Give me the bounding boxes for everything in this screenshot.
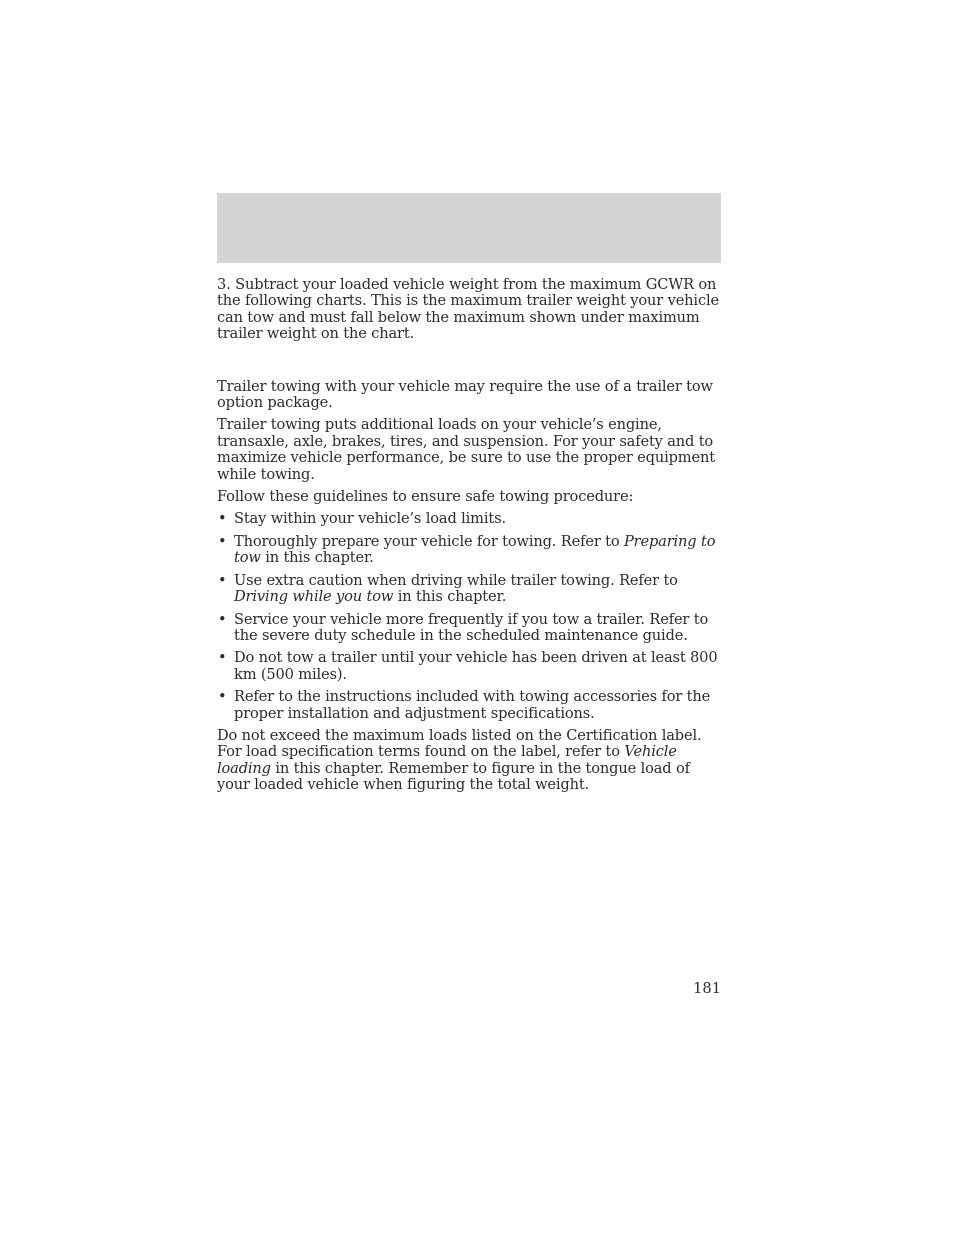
- list-item-text: Service your vehicle more frequently if you tow a trailer. Refer to the severe duty schedule in the scheduled maintenance guide.: [234, 610, 709, 644]
- list-item: [217, 689, 723, 722]
- cross-reference: Preparing to tow: [234, 532, 716, 567]
- list-item: [217, 612, 723, 645]
- guidelines-intro: Follow these guidelines to ensure safe towing procedure:: [217, 488, 634, 506]
- list-item: [217, 650, 723, 683]
- list-item-text: Do not tow a trailer until your vehicle has been driven at least 800 km (500 miles).: [234, 649, 718, 683]
- max-loads-text: Do not exceed the maximum loads listed on the Certification label. For load specification terms found on the label, refer to: [217, 726, 702, 761]
- list-item-text: Thoroughly prepare your vehicle for towing. Refer to: [234, 532, 624, 550]
- bullet-icon: •: [218, 510, 227, 528]
- loads-paragraph: Trailer towing puts additional loads on your vehicle’s engine, transaxle, axle, brakes, tires, and suspension. For your safety and to maximize vehicle performance, be sure to use the proper equipment while towing.: [217, 416, 715, 483]
- list-item-text-end: in this chapter.: [260, 549, 374, 567]
- list-item-text: Use extra caution when driving while trailer towing. Refer to: [234, 571, 678, 589]
- list-item-text: Refer to the instructions included with towing accessories for the proper installation and adjustment specifications.: [234, 688, 711, 722]
- list-item: [217, 511, 723, 527]
- bullet-icon: •: [218, 688, 227, 706]
- list-item: [217, 534, 723, 567]
- list-item-text: Stay within your vehicle’s load limits.: [234, 510, 506, 528]
- guidelines-list: [217, 511, 723, 721]
- list-item: [217, 573, 723, 606]
- page-number: 181: [693, 980, 721, 997]
- bullet-icon: •: [218, 532, 227, 550]
- bullet-icon: •: [218, 649, 227, 667]
- bullet-icon: •: [218, 610, 227, 628]
- chapter-header-band: [217, 193, 721, 263]
- list-item-text-end: in this chapter.: [393, 588, 507, 606]
- cross-reference: Vehicle loading: [217, 743, 677, 777]
- step-3-paragraph: 3. Subtract your loaded vehicle weight from the maximum GCWR on the following charts. This is the maximum trailer weight your vehicle can tow and must fall below the maximum shown under maximum trailer weight on the chart.: [217, 276, 719, 343]
- cross-reference: Driving while you tow: [234, 588, 394, 606]
- max-loads-paragraph: [217, 728, 723, 794]
- max-loads-text-end: in this chapter. Remember to figure in the tongue load of your loaded vehicle when figuring the total weight.: [217, 759, 690, 794]
- bullet-icon: •: [218, 571, 227, 589]
- page-content: [217, 277, 723, 800]
- intro-paragraph: Trailer towing with your vehicle may require the use of a trailer tow option package.: [217, 377, 713, 412]
